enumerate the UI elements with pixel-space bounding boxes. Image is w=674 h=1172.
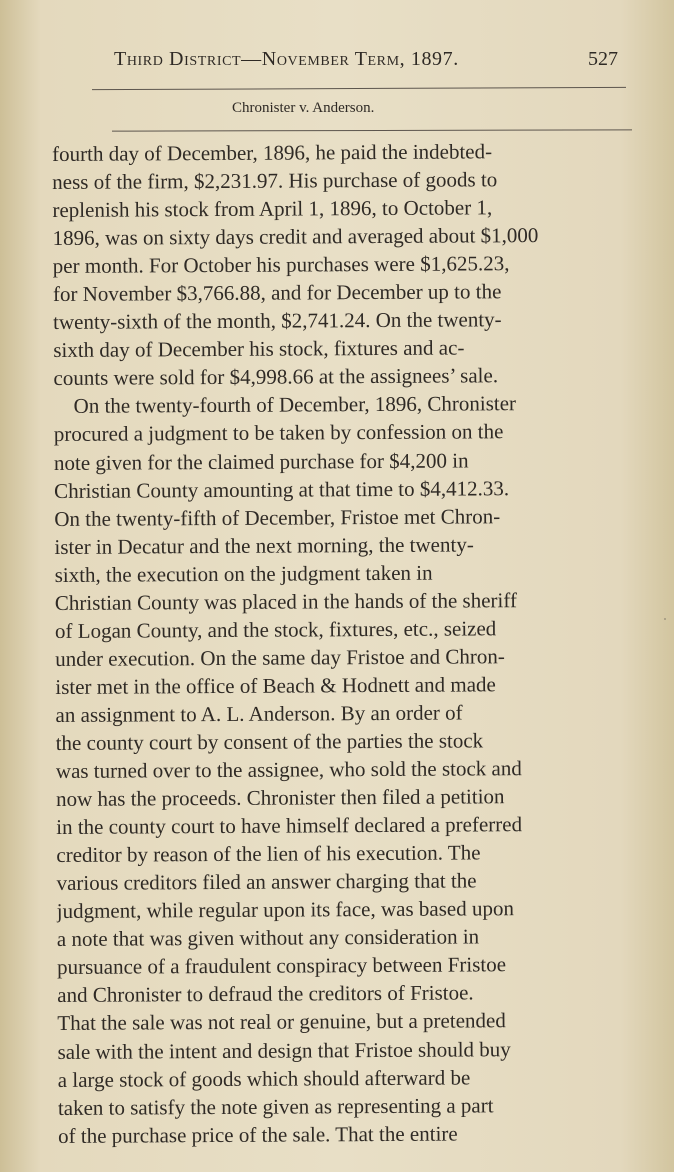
page-number: 527 [588, 48, 618, 70]
running-title: Third District—November Term, 1897. [114, 48, 459, 70]
body-text [52, 136, 634, 1149]
text-line: various creditors filed an answer charging that the [56, 868, 477, 896]
text-line: of Logan County, and the stock, fixtures, etc., seized [54, 616, 497, 643]
text-line: of the purchase price of the sale. That the entire [58, 1121, 458, 1148]
text-line: twenty-sixth of the month, $2,741.24. On the twenty- [53, 307, 502, 335]
text-line: creditor by reason of the lien of his execution. The [56, 840, 481, 868]
text-line: ness of the firm, $2,231.97. His purchase of goods to [52, 167, 498, 195]
text-line: ister met in the office of Beach & Hodnett and made [55, 672, 496, 699]
paragraph-start-line: On the twenty-fourth of December, 1896, Chronister [73, 391, 517, 419]
text-line: pursuance of a fraudulent conspiracy between Fristoe [56, 952, 507, 980]
text-line: procured a judgment to be taken by confession on the [53, 419, 504, 447]
text-line: Christian County was placed in the hands of the sheriff [54, 587, 518, 615]
text-line: ister in Decatur and the next morning, the twenty- [54, 532, 474, 559]
text-line: fourth day of December, 1896, he paid the indebted- [52, 139, 493, 166]
text-line: sale with the intent and design that Fristoe should buy [57, 1036, 511, 1064]
text-line: an assignment to A. L. Anderson. By an order of [55, 700, 463, 727]
text-line: On the twenty-fifth of December, Fristoe met Chron- [54, 503, 501, 531]
text-line: in the county court to have himself declared a preferred [56, 812, 523, 840]
text-line: under execution. On the same day Fristoe and Chron- [55, 644, 505, 671]
text-line: counts were sold for $4,998.66 at the assignees’ sale. [53, 363, 499, 391]
text-line: 1896, was on sixty days credit and averaged about $1,000 [52, 223, 539, 251]
text-line: a large stock of goods which should afterward be [57, 1065, 471, 1092]
header-rule-top [92, 87, 626, 90]
text-line: and Chronister to defraud the creditors of Fristoe. [57, 980, 474, 1008]
text-line: a note that was given without any consideration in [56, 924, 480, 952]
text-line: sixth, the execution on the judgment taken in [54, 560, 433, 587]
text-line: per month. For October his purchases were $1,625.23, [52, 251, 510, 279]
text-line: for November $3,766.88, and for December up to the [52, 279, 502, 307]
text-line: now has the proceeds. Chronister then filed a petition [55, 784, 505, 812]
text-line: Christian County amounting at that time to $4,412.33. [54, 475, 510, 503]
text-line: That the sale was not real or genuine, but a pretended [57, 1008, 506, 1036]
text-line: note given for the claimed purchase for $4,200 in [53, 447, 469, 475]
running-header [108, 48, 618, 78]
text-line: sixth day of December his stock, fixtures and ac- [53, 335, 465, 363]
paper-mark [664, 618, 666, 620]
text-line: taken to satisfy the note given as representing a part [57, 1092, 494, 1120]
text-line: replenish his stock from April 1, 1896, to October 1, [52, 195, 493, 223]
text-line: judgment, while regular upon its face, was based upon [56, 896, 514, 924]
text-line: was turned over to the assignee, who sold the stock and [55, 756, 522, 784]
header-rule-bottom [112, 129, 632, 131]
case-name: Chronister v. Anderson. [232, 100, 375, 116]
text-line: the county court by consent of the parties the stock [55, 728, 484, 755]
